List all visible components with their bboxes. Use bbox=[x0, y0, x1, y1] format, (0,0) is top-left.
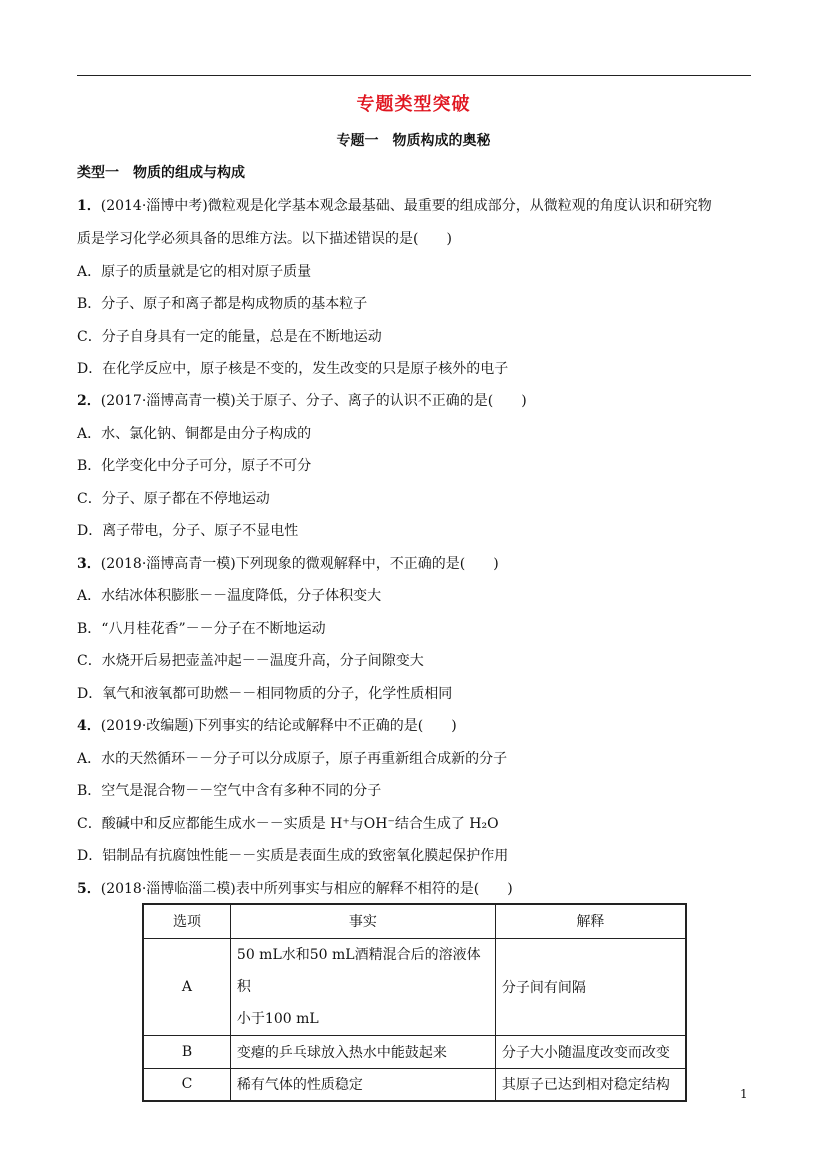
question-3-stem bbox=[77, 553, 499, 573]
question-1-stem-cont: 质是学习化学必须具备的思维方法。以下描述错误的是( ) bbox=[77, 231, 452, 247]
question-1-stem bbox=[77, 195, 712, 215]
question-4-option-c: C．酸碱中和反应都能生成水－－实质是 H⁺与OH⁻结合生成了 H₂O bbox=[77, 816, 499, 832]
table-cell-option: B bbox=[143, 1035, 230, 1068]
table-cell-option: A bbox=[143, 938, 230, 1035]
question-4-option-d: D．铝制品有抗腐蚀性能－－实质是表面生成的致密氧化膜起保护作用 bbox=[77, 848, 509, 864]
question-3-option-c: C．水烧开后易把壶盖冲起－－温度升高，分子间隙变大 bbox=[77, 653, 424, 669]
question-1-option-a: A．原子的质量就是它的相对原子质量 bbox=[77, 264, 312, 280]
table-row bbox=[143, 1068, 686, 1101]
table-row bbox=[143, 1035, 686, 1068]
question-text: (2017·淄博高青一模)关于原子、分子、离子的认识不正确的是( ) bbox=[100, 393, 527, 409]
question-number: 3． bbox=[77, 556, 101, 572]
table-cell-fact bbox=[230, 938, 495, 1035]
question-3-option-a: A．水结冰体积膨胀－－温度降低，分子体积变大 bbox=[77, 588, 382, 604]
fact-line: 小于100 mL bbox=[236, 1010, 319, 1027]
table-cell-explanation: 其原子已达到相对稳定结构 bbox=[495, 1068, 686, 1101]
table-header-option: 选项 bbox=[143, 904, 230, 938]
topic-subtitle: 专题一 物质构成的奥秘 bbox=[336, 133, 491, 149]
table-cell-option: C bbox=[143, 1068, 230, 1101]
table-cell-fact: 变瘪的乒乓球放入热水中能鼓起来 bbox=[230, 1035, 495, 1068]
question-text: (2019·改编题)下列事实的结论或解释中不正确的是( ) bbox=[100, 718, 457, 734]
table-cell-fact: 稀有气体的性质稳定 bbox=[230, 1068, 495, 1101]
page-title: 专题类型突破 bbox=[356, 94, 471, 115]
question-number: 2． bbox=[77, 393, 101, 409]
header-rule bbox=[77, 75, 751, 76]
table-cell-explanation: 分子间有间隔 bbox=[495, 938, 686, 1035]
question-2-stem bbox=[77, 390, 527, 410]
question-1-option-b: B．分子、原子和离子都是构成物质的基本粒子 bbox=[77, 296, 368, 312]
page-number: 1 bbox=[740, 1087, 748, 1101]
question-5-stem bbox=[77, 878, 513, 898]
question-1-option-d: D．在化学反应中，原子核是不变的，发生改变的只是原子核外的电子 bbox=[77, 361, 509, 377]
question-3-option-d: D．氧气和液氧都可助燃－－相同物质的分子，化学性质相同 bbox=[77, 686, 453, 702]
question-4-stem bbox=[77, 715, 457, 735]
question-number: 4． bbox=[77, 718, 101, 734]
question-2-option-d: D．离子带电，分子、原子不显电性 bbox=[77, 523, 299, 539]
question-2-option-b: B．化学变化中分子可分，原子不可分 bbox=[77, 458, 312, 474]
facts-table bbox=[142, 903, 687, 1102]
question-number: 5． bbox=[77, 881, 101, 897]
fact-line: 50 mL水和50 mL酒精混合后的溶液体积 bbox=[236, 946, 481, 995]
question-text: (2018·淄博高青一模)下列现象的微观解释中，不正确的是( ) bbox=[100, 556, 499, 572]
question-number: 1． bbox=[77, 198, 101, 214]
question-2-option-c: C．分子、原子都在不停地运动 bbox=[77, 491, 270, 507]
question-2-option-a: A．水、氯化钠、铜都是由分子构成的 bbox=[77, 426, 312, 442]
question-text: (2018·淄博临淄二模)表中所列事实与相应的解释不相符的是( ) bbox=[100, 881, 513, 897]
section-heading: 类型一 物质的组成与构成 bbox=[77, 165, 245, 181]
question-4-option-b: B．空气是混合物－－空气中含有多种不同的分子 bbox=[77, 783, 382, 799]
table-row bbox=[143, 938, 686, 1035]
question-1-option-c: C．分子自身具有一定的能量，总是在不断地运动 bbox=[77, 329, 382, 345]
table-header-row bbox=[143, 904, 686, 938]
question-4-option-a: A．水的天然循环－－分子可以分成原子，原子再重新组合成新的分子 bbox=[77, 751, 508, 767]
table-header-explanation: 解释 bbox=[495, 904, 686, 938]
question-3-option-b: B．“八月桂花香”－－分子在不断地运动 bbox=[77, 621, 326, 637]
question-text: (2014·淄博中考)微粒观是化学基本观念最基础、最重要的组成部分，从微粒观的角度认识和研究物 bbox=[100, 198, 712, 214]
table-cell-explanation: 分子大小随温度改变而改变 bbox=[495, 1035, 686, 1068]
table-header-fact: 事实 bbox=[230, 904, 495, 938]
